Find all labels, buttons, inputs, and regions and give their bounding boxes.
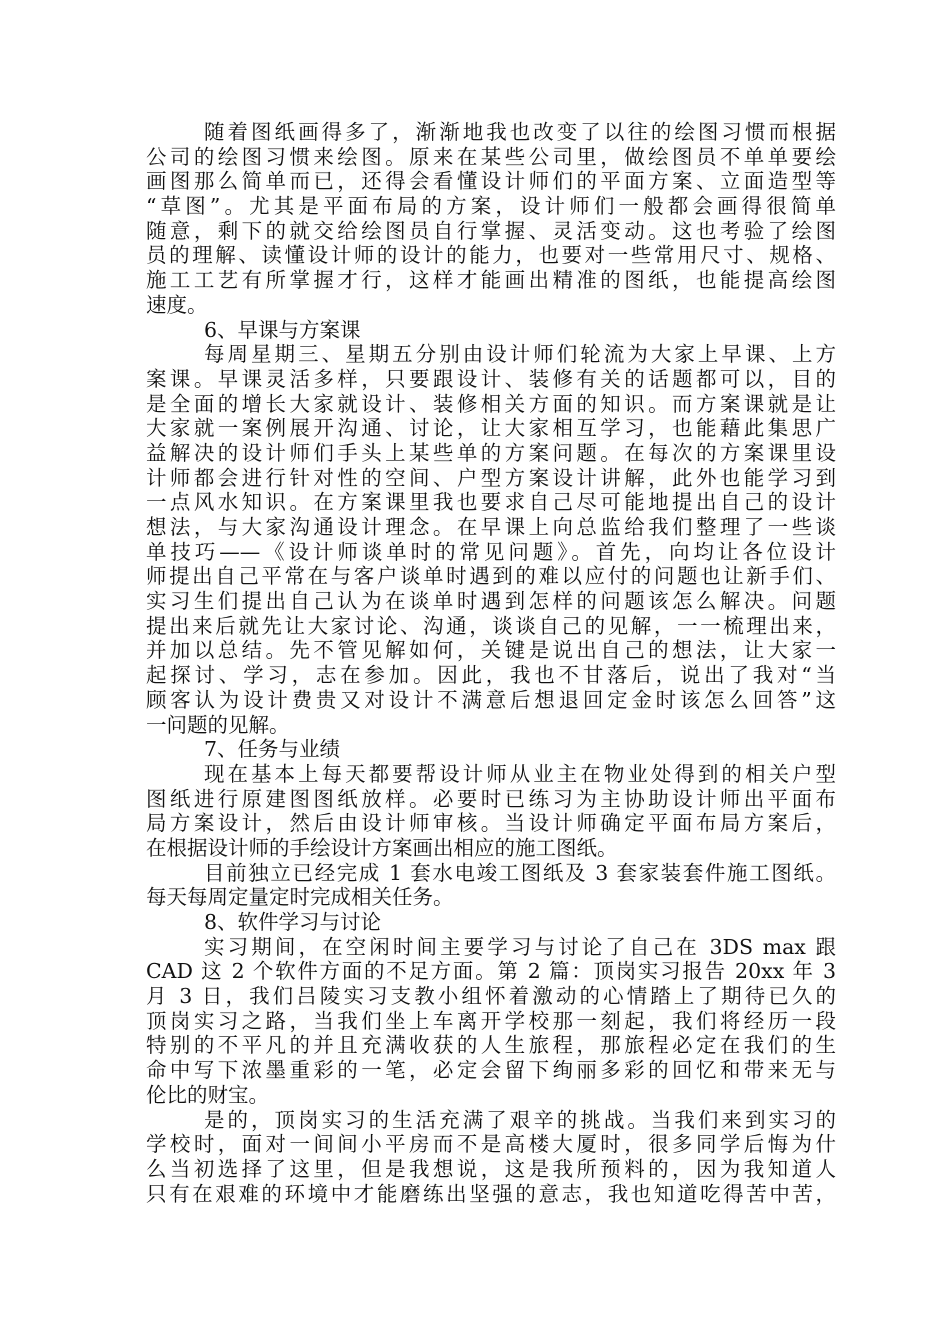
text-line: 施工工艺有所掌握才行，这样才能画出精准的图纸，也能提高绘图 [146, 268, 836, 293]
text-line: 实习期间，在空闲时间主要学习与讨论了自己在 3DS max 跟 [204, 934, 836, 959]
text-line: 起探讨、学习，志在参加。因此，我也不甘落后，说出了我对“当 [146, 663, 836, 688]
text-line: 员的理解、读懂设计师的设计的能力，也要对一些常用尺寸、规格、 [146, 243, 836, 268]
text-line: 月 3 日，我们吕陵实习支教小组怀着激动的心情踏上了期待已久的 [146, 984, 836, 1009]
document-body-text [146, 120, 836, 1206]
text-line: 案课。早课灵活多样，只要跟设计、装修有关的话题都可以，目的 [146, 366, 836, 391]
text-line: 随意，剩下的就交给绘图员自行掌握、灵活变动。这也考验了绘图 [146, 218, 836, 243]
text-line: 只有在艰难的环境中才能磨练出坚强的意志，我也知道吃得苦中苦， [146, 1181, 836, 1206]
text-line: 特别的不平凡的并且充满收获的人生旅程，那旅程必定在我们的生 [146, 1033, 836, 1058]
text-line: “草图”。尤其是平面布局的方案，设计师们一般都会画得很简单 [146, 194, 836, 219]
text-line: 单技巧——《设计师谈单时的常见问题》。首先，向均让各位设计 [146, 539, 836, 564]
text-line: 在根据设计师的手绘设计方案画出相应的施工图纸。 [146, 835, 618, 860]
text-line: 命中写下浓墨重彩的一笔，必定会留下绚丽多彩的回忆和带来无与 [146, 1058, 836, 1083]
text-line: 实习生们提出自己认为在谈单时遇到怎样的问题该怎么解决。问题 [146, 589, 836, 614]
text-line: 8、软件学习与讨论 [204, 910, 382, 934]
text-line: 是全面的增长大家就设计、装修相关方面的知识。而方案课就是让 [146, 391, 836, 416]
text-line: 一问题的见解。 [146, 712, 290, 737]
text-line: 计师都会进行针对性的空间、户型方案设计讲解，此外也能学习到 [146, 465, 836, 490]
text-line: 公司的绘图习惯来绘图。原来在某些公司里，做绘图员不单单要绘 [146, 144, 836, 169]
text-line: 速度。 [146, 292, 208, 317]
text-line: 提出来后就先让大家讨论、沟通，谈谈自己的见解，一一梳理出来， [146, 613, 836, 638]
text-line: 顶岗实习之路，当我们坐上车离开学校那一刻起，我们将经历一段 [146, 1008, 836, 1033]
text-line: 学校时，面对一间间小平房而不是高楼大厦时，很多同学后悔为什 [146, 1132, 836, 1157]
text-line: 一点风水知识。在方案课里我也要求自己尽可能地提出自己的设计 [146, 490, 836, 515]
text-line: 是的，顶岗实习的生活充满了艰辛的挑战。当我们来到实习的 [204, 1107, 836, 1132]
text-line: 每天每周定量定时完成相关任务。 [146, 885, 454, 910]
text-line: 么当初选择了这里，但是我想说，这是我所预料的，因为我知道人 [146, 1156, 836, 1181]
text-line: 伦比的财宝。 [146, 1082, 269, 1107]
text-line: 现在基本上每天都要帮设计师从业主在物业处得到的相关户型 [204, 761, 836, 786]
text-line: 顾客认为设计费贵又对设计不满意后想退回定金时该怎么回答”这 [146, 687, 836, 712]
text-line: 益解决的设计师们手头上某些单的方案问题。在每次的方案课里设 [146, 440, 836, 465]
text-line: 局方案设计，然后由设计师审核。当设计师确定平面布局方案后， [146, 811, 836, 836]
text-line: 7、任务与业绩 [204, 737, 341, 762]
text-line: 随着图纸画得多了，渐渐地我也改变了以往的绘图习惯而根据 [204, 120, 836, 144]
text-line: 6、早课与方案课 [204, 317, 361, 342]
text-line: 想法，与大家沟通设计理念。在早课上向总监给我们整理了一些谈 [146, 515, 836, 539]
text-line: 目前独立已经完成 1 套水电竣工图纸及 3 套家装套件施工图纸。 [204, 860, 836, 885]
text-line: CAD 这 2 个软件方面的不足方面。第 2 篇：顶岗实习报告 20xx 年 3 [146, 959, 836, 984]
text-line: 图纸进行原建图图纸放样。必要时已练习为主协助设计师出平面布 [146, 786, 836, 811]
text-line: 画图那么简单而已，还得会看懂设计师们的平面方案、立面造型等 [146, 169, 836, 194]
text-line: 大家就一案例展开沟通、讨论，让大家相互学习，也能藉此集思广 [146, 416, 836, 441]
text-line: 每周星期三、星期五分别由设计师们轮流为大家上早课、上方 [204, 342, 836, 367]
text-line: 并加以总结。先不管见解如何，关键是说出自己的想法，让大家一 [146, 638, 836, 663]
text-line: 师提出自己平常在与客户谈单时遇到的难以应付的问题也让新手们、 [146, 564, 836, 589]
